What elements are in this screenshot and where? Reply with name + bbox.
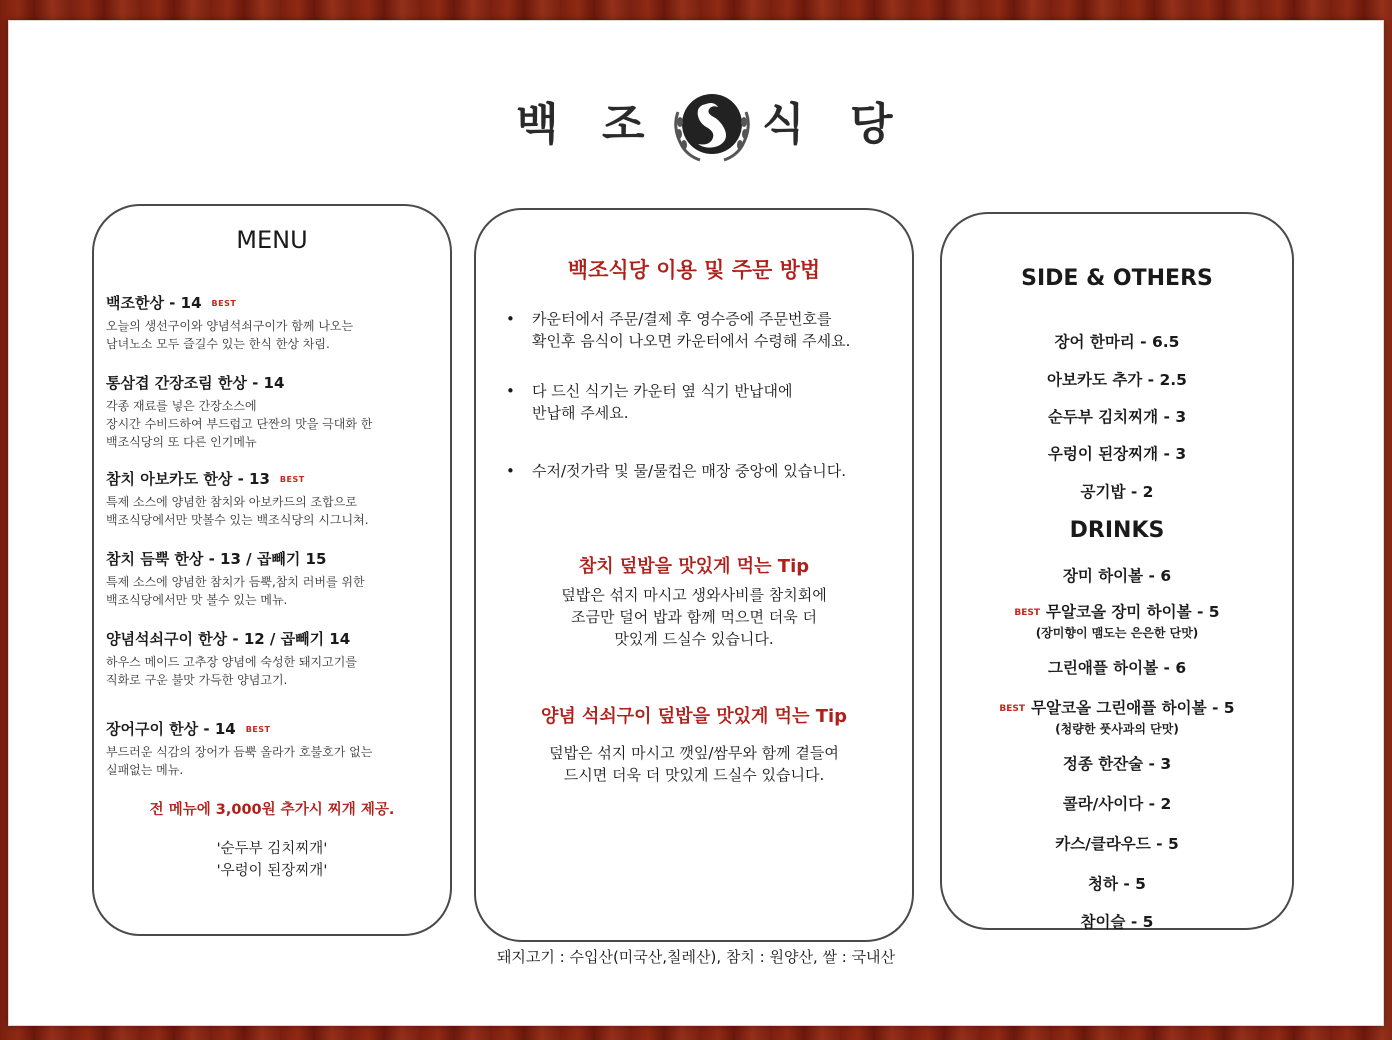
bullet-icon: • xyxy=(506,382,515,400)
menu-item xyxy=(106,718,436,779)
menu-item-desc: 부드러운 식감의 장어가 듬뿍 올라가 호불호가 없는 실패없는 메뉴. xyxy=(106,745,373,777)
drink-desc: (장미향이 맴도는 은은한 단맛) xyxy=(1035,626,1199,640)
title-char-3: 식 xyxy=(762,99,805,150)
best-badge: BEST xyxy=(245,725,271,734)
menu-item-title xyxy=(106,292,436,313)
drink-item: 장미 하이볼 - 6 xyxy=(1062,567,1172,585)
menu-item-title: 통삼겹 간장조림 한상 - 14 xyxy=(106,374,285,392)
menu-item-title xyxy=(106,468,436,489)
drink-item xyxy=(942,696,1292,737)
origin-info: 돼지고기 : 수입산(미국산,칠레산), 참치 : 원양산, 쌀 : 국내산 xyxy=(496,948,896,966)
side-heading: SIDE & OTHERS xyxy=(1021,266,1213,291)
stew-option: '순두부 김치찌개' xyxy=(216,841,328,857)
bullet-icon: • xyxy=(506,462,515,480)
best-badge: BEST xyxy=(279,475,305,484)
drink-item: 카스/클라우드 - 5 xyxy=(1055,835,1179,853)
drink-item: 청하 - 5 xyxy=(1088,875,1146,893)
side-item: 우렁이 된장찌개 - 3 xyxy=(1047,445,1187,463)
stew-options xyxy=(94,838,450,882)
drink-item: 콜라/사이다 - 2 xyxy=(1062,795,1172,813)
best-badge: BEST xyxy=(1014,607,1041,618)
menu-item-desc: 특제 소스에 양념한 참치가 듬뿍,참치 러버를 위한 백조식당에서만 맛 볼수 있는 메뉴. xyxy=(106,575,365,607)
title-char-1: 백 xyxy=(516,99,559,150)
menu-item-desc: 각종 재료를 넣은 간장소스에 장시간 수비드하여 부드럽고 단짠의 맛을 극대화 한 백조식당의 또 다른 인기메뉴 xyxy=(106,399,373,449)
guide-bullet-text: 카운터에서 주문/결제 후 영수증에 주문번호를 확인후 음식이 나오면 카운터에서 수령해 주세요. xyxy=(532,310,851,350)
drink-item: 그린애플 하이볼 - 6 xyxy=(1047,659,1187,677)
guide-bullet-text: 수저/젓가락 및 물/물컵은 매장 중앙에 있습니다. xyxy=(532,462,847,480)
stew-note: 전 메뉴에 3,000원 추가시 찌개 제공. xyxy=(149,802,395,818)
menu-item xyxy=(106,372,436,451)
menu-item xyxy=(106,548,436,609)
menu-item-title xyxy=(106,718,436,739)
guide-bullet xyxy=(506,380,896,424)
side-item: 아보카도 추가 - 2.5 xyxy=(1047,371,1187,389)
title-char-2: 조 xyxy=(602,99,645,150)
drink-item: 정종 한잔술 - 3 xyxy=(1062,755,1172,773)
stew-option: '우렁이 된장찌개' xyxy=(216,863,328,879)
side-item: 공기밥 - 2 xyxy=(1080,483,1154,501)
side-item: 순두부 김치찌개 - 3 xyxy=(1047,408,1187,426)
swan-logo-icon xyxy=(666,82,758,168)
drinks-heading: DRINKS xyxy=(1069,518,1165,543)
drink-name: 무알코올 그린애플 하이볼 - 5 xyxy=(1031,699,1235,717)
menu-item-title: 양념석쇠구이 한상 - 12 / 곱빼기 14 xyxy=(106,630,351,648)
guide-heading: 백조식당 이용 및 주문 방법 xyxy=(567,258,821,282)
menu-item xyxy=(106,628,436,689)
tip-body-pork: 덮밥은 섞지 마시고 깻잎/쌈무와 함께 곁들여 드시면 더욱 더 맛있게 드실수 있습니다. xyxy=(549,744,839,784)
title-char-4: 당 xyxy=(850,99,893,150)
side-panel xyxy=(940,212,1294,930)
menu-item-name: 백조한상 - 14 xyxy=(106,294,202,312)
best-badge: BEST xyxy=(999,703,1026,714)
drink-item xyxy=(942,600,1292,641)
guide-panel xyxy=(474,208,914,942)
menu-item-name: 장어구이 한상 - 14 xyxy=(106,720,236,738)
tip-title-tuna: 참치 덮밥을 맛있게 먹는 Tip xyxy=(578,556,810,577)
menu-item xyxy=(106,468,436,529)
guide-bullet xyxy=(506,308,896,352)
tip-body-tuna: 덮밥은 섞지 마시고 생와사비를 참치회에 조금만 덜어 밥과 함께 먹으면 더욱 더 맛있게 드실수 있습니다. xyxy=(561,586,827,648)
menu-item xyxy=(106,292,436,353)
drink-desc: (청량한 풋사과의 단맛) xyxy=(1055,722,1179,736)
restaurant-title xyxy=(0,82,1392,172)
menu-item-title: 참치 듬뿍 한상 - 13 / 곱빼기 15 xyxy=(106,550,327,568)
menu-item-desc: 하우스 메이드 고추장 양념에 숙성한 돼지고기를 직화로 구운 불맛 가득한 양념고기. xyxy=(106,655,357,687)
menu-panel xyxy=(92,204,452,936)
tip-title-pork: 양념 석쇠구이 덮밥을 맛있게 먹는 Tip xyxy=(540,706,848,727)
menu-item-name: 참치 아보카도 한상 - 13 xyxy=(106,470,270,488)
guide-bullet xyxy=(506,460,896,482)
bullet-icon: • xyxy=(506,310,515,328)
menu-heading: MENU xyxy=(236,226,308,254)
drink-name: 무알코올 장미 하이볼 - 5 xyxy=(1046,603,1220,621)
menu-item-desc: 특제 소스에 양념한 참치와 아보카드의 조합으로 백조식당에서만 맛볼수 있는 백조식당의 시그니쳐. xyxy=(106,495,369,527)
drink-item: 참이슬 - 5 xyxy=(1080,913,1154,931)
guide-bullet-text: 다 드신 식기는 카운터 옆 식기 반납대에 반납해 주세요. xyxy=(532,382,793,422)
menu-item-desc: 오늘의 생선구이와 양념석쇠구이가 함께 나오는 남녀노소 모두 즐길수 있는 한식 한상 차림. xyxy=(106,319,354,351)
best-badge: BEST xyxy=(211,299,237,308)
side-item: 장어 한마리 - 6.5 xyxy=(1054,333,1180,351)
